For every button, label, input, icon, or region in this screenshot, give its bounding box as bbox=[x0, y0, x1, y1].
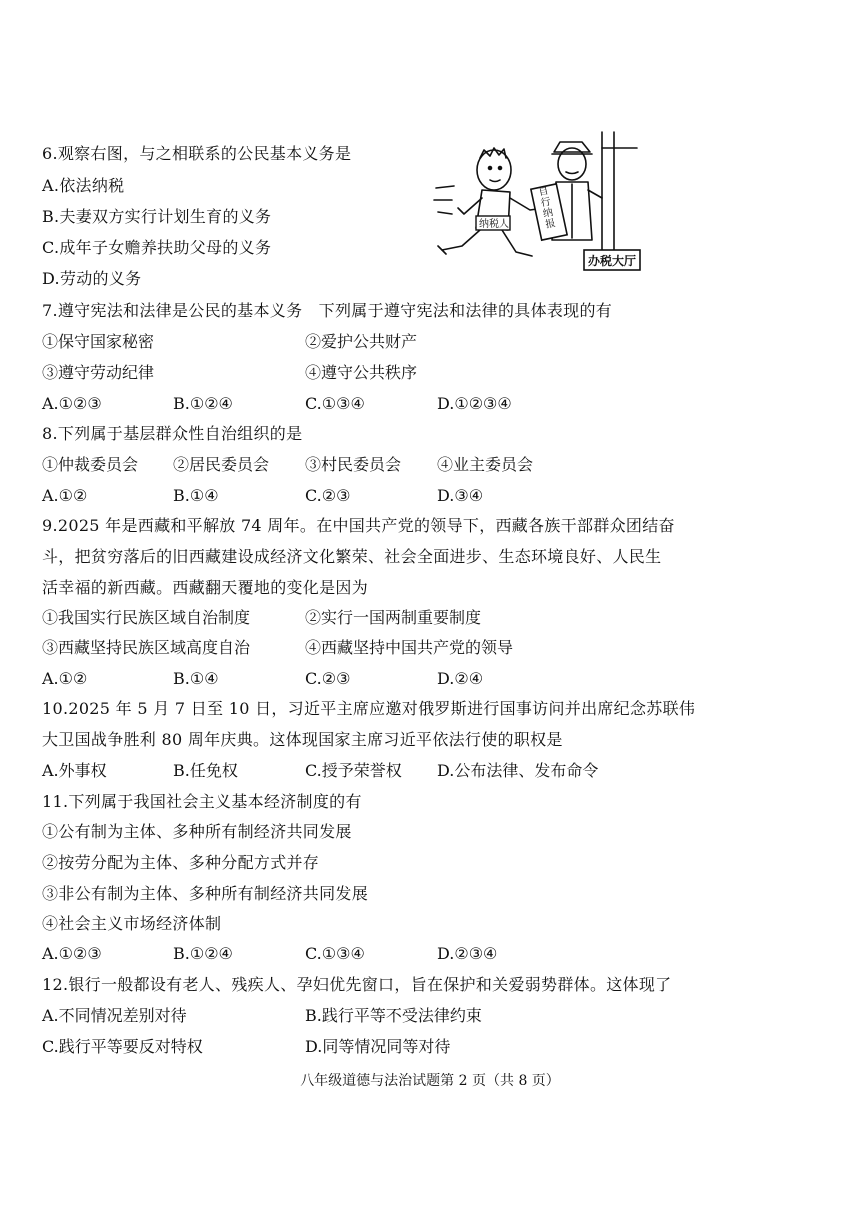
q8-option-c: C.②③ bbox=[305, 486, 351, 505]
q11-stem: 11.下列属于我国社会主义基本经济制度的有 bbox=[42, 792, 362, 811]
q11-item-2: ②按劳分配为主体、多种分配方式并存 bbox=[42, 853, 320, 872]
q7-stem: 7.遵守宪法和法律是公民的基本义务 下列属于遵守宪法和法律的具体表现的有 bbox=[42, 301, 613, 320]
figure-declaration-label: 自行纳报 bbox=[537, 185, 557, 231]
q12-option-c: C.践行平等要反对特权 bbox=[42, 1037, 203, 1056]
figure-sign-label: 办税大厅 bbox=[588, 254, 637, 268]
figure-taxpayer-label: 纳税人 bbox=[479, 219, 509, 230]
q9-option-d: D.②④ bbox=[437, 669, 484, 688]
q7-option-a: A.①②③ bbox=[42, 394, 102, 413]
q7-option-b: B.①②④ bbox=[173, 394, 233, 413]
q9-stem-line-2: 斗，把贫穷落后的旧西藏建设成经济文化繁荣、社会全面进步、生态环境良好、人民生 bbox=[42, 547, 662, 566]
q6-option-c: C.成年子女赡养扶助父母的义务 bbox=[42, 238, 272, 257]
q12-option-d: D.同等情况同等对待 bbox=[305, 1037, 451, 1056]
q11-option-b: B.①②④ bbox=[173, 944, 233, 963]
q9-option-a: A.①② bbox=[42, 669, 88, 688]
q9-item-2: ②实行一国两制重要制度 bbox=[305, 608, 482, 627]
q8-option-d: D.③④ bbox=[437, 486, 484, 505]
q8-option-b: B.①④ bbox=[173, 486, 219, 505]
q11-item-1: ①公有制为主体、多种所有制经济共同发展 bbox=[42, 822, 352, 841]
q9-option-c: C.②③ bbox=[305, 669, 351, 688]
q6-stem: 6.观察右图，与之相联系的公民基本义务是 bbox=[42, 144, 352, 163]
q9-option-b: B.①④ bbox=[173, 669, 219, 688]
q8-item-1: ①仲裁委员会 bbox=[42, 455, 139, 474]
q7-item-4: ④遵守公共秩序 bbox=[305, 363, 418, 382]
q7-option-d: D.①②③④ bbox=[437, 394, 512, 413]
q7-item-3: ③遵守劳动纪律 bbox=[42, 363, 155, 382]
q12-stem: 12.银行一般都设有老人、残疾人、孕妇优先窗口，旨在保护和关爱弱势群体。这体现了 bbox=[42, 975, 672, 994]
q6-option-a: A.依法纳税 bbox=[42, 176, 125, 195]
q8-item-3: ③村民委员会 bbox=[305, 455, 402, 474]
q12-option-b: B.践行平等不受法律约束 bbox=[305, 1006, 482, 1025]
q9-item-4: ④西藏坚持中国共产党的领导 bbox=[305, 638, 514, 657]
q8-item-4: ④业主委员会 bbox=[437, 455, 534, 474]
q11-option-d: D.②③④ bbox=[437, 944, 498, 963]
q6-option-b: B.夫妻双方实行计划生育的义务 bbox=[42, 207, 272, 226]
page-footer: 八年级道德与法治试题第 2 页（共 8 页） bbox=[300, 1073, 560, 1089]
q6-option-d: D.劳动的义务 bbox=[42, 269, 142, 288]
q10-stem-line-2: 大卫国战争胜利 80 周年庆典。这体现国家主席习近平依法行使的职权是 bbox=[42, 730, 563, 749]
q10-option-a: A.外事权 bbox=[42, 761, 107, 780]
q8-stem: 8.下列属于基层群众性自治组织的是 bbox=[42, 424, 303, 443]
q7-option-c: C.①③④ bbox=[305, 394, 365, 413]
q8-option-a: A.①② bbox=[42, 486, 88, 505]
q11-option-c: C.①③④ bbox=[305, 944, 365, 963]
q7-item-1: ①保守国家秘密 bbox=[42, 332, 155, 351]
q10-stem-line-1: 10.2025 年 5 月 7 日至 10 日，习近平主席应邀对俄罗斯进行国事访问并出席纪念苏联伟 bbox=[42, 699, 696, 718]
q10-option-d: D.公布法律、发布命令 bbox=[437, 761, 599, 780]
q9-stem-line-1: 9.2025 年是西藏和平解放 74 周年。在中国共产党的领导下，西藏各族干部群众团结奋 bbox=[42, 516, 675, 535]
q9-item-3: ③西藏坚持民族区域高度自治 bbox=[42, 638, 251, 657]
q9-stem-line-3: 活幸福的新西藏。西藏翻天覆地的变化是因为 bbox=[42, 578, 369, 597]
q11-item-3: ③非公有制为主体、多种所有制经济共同发展 bbox=[42, 884, 369, 903]
q10-option-c: C.授予荣誉权 bbox=[305, 761, 402, 780]
q11-item-4: ④社会主义市场经济体制 bbox=[42, 914, 222, 933]
q12-option-a: A.不同情况差别对待 bbox=[42, 1006, 187, 1025]
q11-option-a: A.①②③ bbox=[42, 944, 102, 963]
q8-item-2: ②居民委员会 bbox=[173, 455, 270, 474]
q9-item-1: ①我国实行民族区域自治制度 bbox=[42, 608, 251, 627]
q10-option-b: B.任免权 bbox=[173, 761, 238, 780]
q7-item-2: ②爱护公共财产 bbox=[305, 332, 418, 351]
taxpayer-cartoon-illustration bbox=[432, 128, 644, 278]
